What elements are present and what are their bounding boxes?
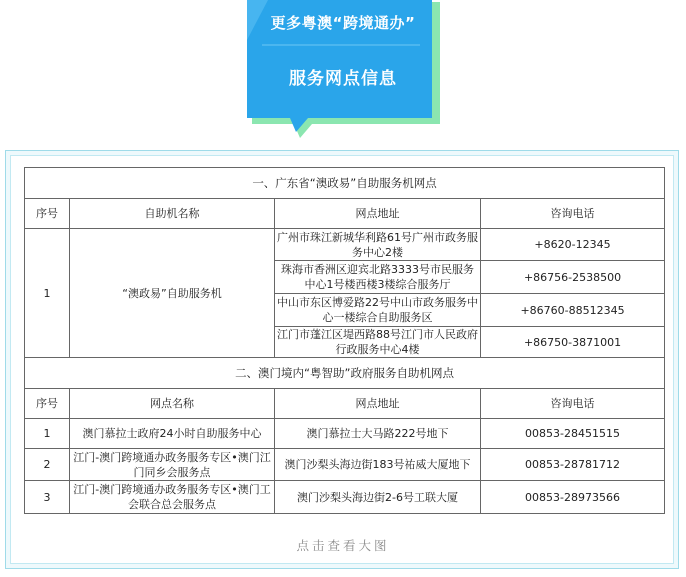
col-header-index: 序号 — [25, 199, 70, 229]
row-index: 1 — [25, 229, 70, 358]
view-large-image-link[interactable]: 点击查看大图 — [296, 538, 390, 553]
banner — [0, 0, 686, 145]
table-row — [25, 229, 665, 261]
row-index: 1 — [25, 419, 70, 449]
address-cell: 广州市珠江新城华利路61号广州市政务服务中心2楼 — [275, 229, 481, 261]
section2-title-row — [25, 358, 665, 389]
address-cell: 澳门慕拉士大马路222号地下 — [275, 419, 481, 449]
section1-header-row — [25, 199, 665, 229]
point-name-cell: 澳门慕拉士政府24小时自助服务中心 — [70, 419, 275, 449]
section2-title: 二、澳门境内“粤智助”政府服务自助机网点 — [25, 358, 665, 389]
point-name-cell: 江门-澳门跨境通办政务服务专区•澳门工会联合总会服务点 — [70, 481, 275, 514]
col-header-phone: 咨询电话 — [481, 199, 665, 229]
phone-cell: 00853-28451515 — [481, 419, 665, 449]
col-header-index: 序号 — [25, 389, 70, 419]
service-points-table[interactable] — [24, 167, 665, 514]
banner-title-line2: 服务网点信息 — [289, 69, 397, 89]
address-cell: 江门市蓬江区堤西路88号江门市人民政府行政服务中心4楼 — [275, 327, 481, 358]
table-row — [25, 449, 665, 481]
row-index: 2 — [25, 449, 70, 481]
col-header-point-name: 网点名称 — [70, 389, 275, 419]
col-header-machine-name: 自助机名称 — [70, 199, 275, 229]
phone-cell: 00853-28973566 — [481, 481, 665, 514]
row-index: 3 — [25, 481, 70, 514]
col-header-address: 网点地址 — [275, 199, 481, 229]
point-name-cell: 江门-澳门跨境通办政务服务专区•澳门江门同乡会服务点 — [70, 449, 275, 481]
banner-title-line1: 更多粤澳“跨境通办” — [270, 14, 416, 32]
address-cell: 珠海市香洲区迎宾北路3333号市民服务中心1号楼西楼3楼综合服务厅 — [275, 261, 481, 294]
machine-name: “澳政易”自助服务机 — [70, 229, 275, 358]
table-row — [25, 481, 665, 514]
table-row — [25, 419, 665, 449]
address-cell: 澳门沙梨头海边街2-6号工联大厦 — [275, 481, 481, 514]
phone-cell: +86750-3871001 — [481, 327, 665, 358]
phone-cell: 00853-28781712 — [481, 449, 665, 481]
section1-title: 一、广东省“澳政易”自助服务机网点 — [25, 168, 665, 199]
section2-header-row — [25, 389, 665, 419]
address-cell: 澳门沙梨头海边街183号祐威大厦地下 — [275, 449, 481, 481]
phone-cell: +8620-12345 — [481, 229, 665, 261]
address-cell: 中山市东区博爱路22号中山市政务服务中心一楼综合自助服务区 — [275, 294, 481, 327]
phone-cell: +86756-2538500 — [481, 261, 665, 294]
section1-title-row — [25, 168, 665, 199]
phone-cell: +86760-88512345 — [481, 294, 665, 327]
col-header-address: 网点地址 — [275, 389, 481, 419]
col-header-phone: 咨询电话 — [481, 389, 665, 419]
